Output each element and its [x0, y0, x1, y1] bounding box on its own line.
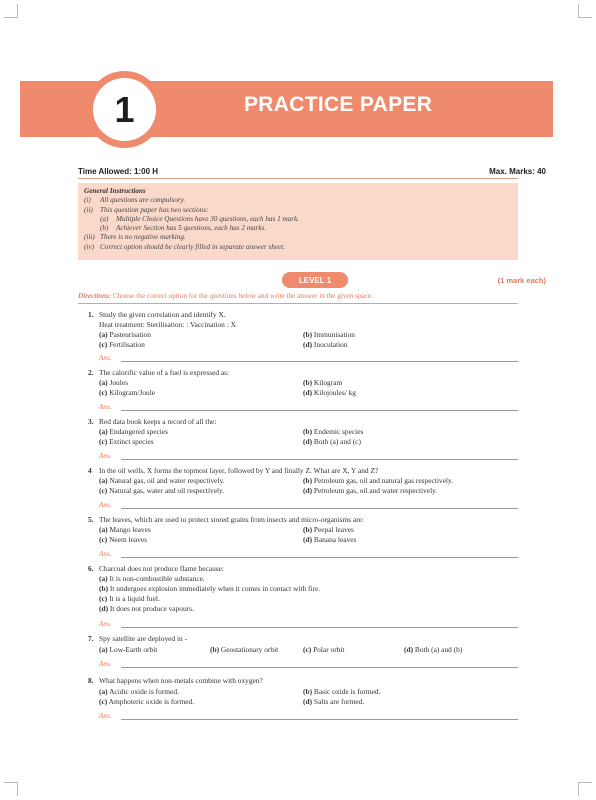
- answer-line[interactable]: [121, 361, 518, 362]
- option-d: [303, 697, 364, 707]
- option-text: Low-Earth orbit: [109, 645, 158, 654]
- option-d: [99, 604, 194, 614]
- instruction-marker: (i): [84, 196, 91, 205]
- option-b: [303, 476, 453, 486]
- instruction-text: Multiple Choice Questions have 30 questions, each has 1 mark.: [116, 214, 300, 223]
- option-marker: (b): [99, 584, 109, 593]
- question-text: The calorific value of a fuel is expressed as:: [99, 368, 230, 377]
- divider: [78, 303, 518, 304]
- option-marker: (d): [99, 604, 109, 613]
- question-text: The leaves, which are used to protect stored grains from insects and micro-organisms are:: [99, 515, 365, 524]
- directions-text: Choose the correct option for the questions below and write the answer in the given space.: [112, 292, 373, 300]
- answer-label: Ans.: [99, 712, 112, 720]
- answer-label: Ans.: [99, 620, 112, 628]
- answer-line[interactable]: [121, 557, 518, 558]
- option-a: [99, 525, 151, 535]
- option-marker: (c): [303, 645, 312, 654]
- option-marker: (a): [99, 476, 108, 485]
- option-marker: (a): [99, 574, 108, 583]
- crop-mark-bottom-right: [578, 782, 592, 796]
- option-text: Banana leaves: [313, 535, 357, 544]
- option-d: [303, 437, 361, 447]
- option-text: It is non-combustible substance.: [109, 574, 205, 583]
- option-d: [303, 340, 348, 350]
- directions: [78, 292, 373, 300]
- option-text: Extinct species: [109, 437, 154, 446]
- question-text: Study the given correlation and identify X.: [99, 310, 226, 319]
- instruction-marker: (a): [100, 214, 109, 223]
- option-text: Petroleum gas, oil and natural gas respectively.: [313, 476, 453, 485]
- option-marker: (a): [99, 645, 108, 654]
- option-text: Kilogram: [313, 378, 343, 387]
- option-b: [303, 427, 363, 437]
- option-a: [99, 427, 168, 437]
- option-marker: (a): [99, 330, 108, 339]
- crop-mark-top-left: [4, 4, 18, 18]
- question-number: 5.: [88, 515, 94, 524]
- option-marker: (d): [303, 486, 313, 495]
- option-text: Both (a) and (b): [414, 645, 463, 654]
- option-d: [404, 645, 462, 655]
- option-c: [99, 388, 155, 398]
- option-text: Fertilisation: [109, 340, 145, 349]
- option-marker: (c): [99, 697, 108, 706]
- option-c: [99, 535, 147, 545]
- instructions-heading: General Instructions: [84, 187, 146, 195]
- option-marker: (a): [99, 525, 108, 534]
- option-marker: (c): [99, 486, 108, 495]
- question-text: Red data book keeps a record of all the:: [99, 417, 217, 426]
- option-text: It undergoes explosion immediately when it comes in contact with fire.: [109, 584, 321, 593]
- divider: [78, 178, 518, 179]
- answer-label: Ans.: [99, 403, 112, 411]
- directions-lead: Directions:: [78, 292, 112, 300]
- option-marker: (d): [303, 388, 313, 397]
- crop-mark-top-right: [578, 4, 592, 18]
- option-marker: (c): [99, 340, 108, 349]
- option-b: [303, 378, 342, 388]
- option-a: [99, 574, 205, 584]
- option-a: [99, 330, 151, 340]
- instruction-marker: (iv): [84, 242, 94, 251]
- option-text: Pasteurisation: [109, 330, 151, 339]
- level-badge: LEVEL 1: [282, 272, 348, 288]
- option-marker: (c): [99, 535, 108, 544]
- option-text: Natural gas, water and oil respectively.: [109, 486, 225, 495]
- option-marker: (a): [99, 378, 108, 387]
- question-text: What happens when non-metals combine with oxygen?: [99, 676, 263, 685]
- option-marker: (b): [303, 427, 313, 436]
- option-marker: (b): [303, 687, 313, 696]
- option-a: [99, 645, 157, 655]
- option-marker: (d): [303, 535, 313, 544]
- option-text: Endemic species: [313, 427, 364, 436]
- answer-line[interactable]: [121, 508, 518, 509]
- option-text: Polar orbit: [313, 645, 345, 654]
- option-text: Inoculation: [313, 340, 348, 349]
- option-text: Amphoteric oxide is formed.: [108, 697, 195, 706]
- option-marker: (c): [99, 594, 108, 603]
- option-marker: (b): [303, 330, 313, 339]
- instruction-text: This question paper has two sections:: [100, 205, 209, 214]
- option-c: [99, 340, 145, 350]
- option-text: It does not produce vapours.: [109, 604, 194, 613]
- instruction-text: There is no negative marking.: [100, 233, 186, 242]
- option-a: [99, 378, 128, 388]
- option-b: [303, 330, 355, 340]
- option-d: [303, 535, 356, 545]
- option-b: [303, 687, 380, 697]
- option-d: [303, 388, 356, 398]
- general-instructions: [78, 183, 518, 260]
- question-number: 3.: [88, 417, 94, 426]
- option-marker: (b): [303, 378, 313, 387]
- option-marker: (a): [99, 687, 108, 696]
- option-text: Kilogram/Joule: [109, 388, 156, 397]
- question-text: Heat treatment: Sterilisation: : Vaccination : X: [99, 320, 236, 329]
- option-a: [99, 687, 179, 697]
- option-text: Natural gas, oil and water respectively.: [109, 476, 225, 485]
- option-text: It is a liquid fuel.: [109, 594, 160, 603]
- time-allowed: Time Allowed: 1:00 H: [78, 167, 159, 176]
- question-text: Spy satellite are deployed in -: [99, 634, 188, 643]
- option-text: Acidic oxide is formed.: [109, 687, 179, 696]
- answer-line[interactable]: [121, 719, 518, 720]
- option-text: Geostationary orbit: [220, 645, 279, 654]
- option-marker: (c): [99, 388, 108, 397]
- answer-label: Ans.: [99, 452, 112, 460]
- question-text: In the oil wells, X forms the topmost layer, followed by Y and finally Z. What are X, Y and Z?: [99, 466, 379, 475]
- option-text: Peepal leaves: [313, 525, 354, 534]
- answer-label: Ans.: [99, 660, 112, 668]
- option-d: [303, 486, 437, 496]
- instruction-text: Achiever Section has 5 questions, each has 2 marks.: [116, 224, 267, 233]
- option-marker: (b): [303, 476, 313, 485]
- max-marks: Max. Marks: 40: [489, 167, 546, 176]
- option-marker: (a): [99, 427, 108, 436]
- option-text: Petroleum gas, oil and water respectively.: [313, 486, 438, 495]
- question-number: 2.: [88, 368, 94, 377]
- question-number: 7.: [88, 634, 94, 643]
- option-text: Neem leaves: [109, 535, 148, 544]
- instruction-text: All questions are compulsory.: [100, 196, 186, 205]
- option-c: [99, 594, 160, 604]
- answer-line[interactable]: [121, 667, 518, 668]
- option-b: [303, 525, 354, 535]
- option-c: [303, 645, 344, 655]
- option-a: [99, 476, 225, 486]
- option-text: Salts are formed.: [313, 697, 365, 706]
- option-c: [99, 486, 224, 496]
- option-marker: (c): [99, 437, 108, 446]
- option-c: [99, 697, 194, 707]
- option-c: [99, 437, 154, 447]
- instruction-marker: (b): [100, 224, 109, 233]
- answer-line[interactable]: [121, 627, 518, 628]
- question-number: 6.: [88, 564, 94, 573]
- option-marker: (d): [404, 645, 414, 654]
- option-b: [99, 584, 320, 594]
- paper-number: 1: [93, 78, 156, 141]
- answer-line[interactable]: [121, 459, 518, 460]
- question-number: 1.: [88, 310, 94, 319]
- question-text: Charcoal does not produce flame because:: [99, 564, 224, 573]
- option-marker: (d): [303, 437, 313, 446]
- question-number: 8.: [88, 676, 94, 685]
- answer-label: Ans.: [99, 354, 112, 362]
- option-text: Joules: [109, 378, 128, 387]
- answer-label: Ans.: [99, 550, 112, 558]
- option-text: Immunisation: [313, 330, 355, 339]
- option-text: Mango leaves: [109, 525, 151, 534]
- level-marks: (1 mark each): [497, 276, 546, 285]
- option-text: Both (a) and (c): [313, 437, 361, 446]
- question-number: 4: [88, 466, 92, 475]
- crop-mark-bottom-left: [4, 782, 18, 796]
- option-text: Kilojoules/ kg: [313, 388, 356, 397]
- option-text: Endangered species: [109, 427, 168, 436]
- instruction-text: Correct option should be clearly filled in separate answer sheet.: [100, 242, 285, 251]
- instruction-marker: (ii): [84, 205, 93, 214]
- option-b: [210, 645, 278, 655]
- option-marker: (b): [303, 525, 313, 534]
- answer-label: Ans.: [99, 501, 112, 509]
- instruction-marker: (iii): [84, 233, 95, 242]
- answer-line[interactable]: [121, 410, 518, 411]
- option-marker: (d): [303, 697, 313, 706]
- option-text: Basic oxide is formed.: [313, 687, 381, 696]
- option-marker: (b): [210, 645, 220, 654]
- page-title: PRACTICE PAPER: [244, 93, 433, 116]
- option-marker: (d): [303, 340, 313, 349]
